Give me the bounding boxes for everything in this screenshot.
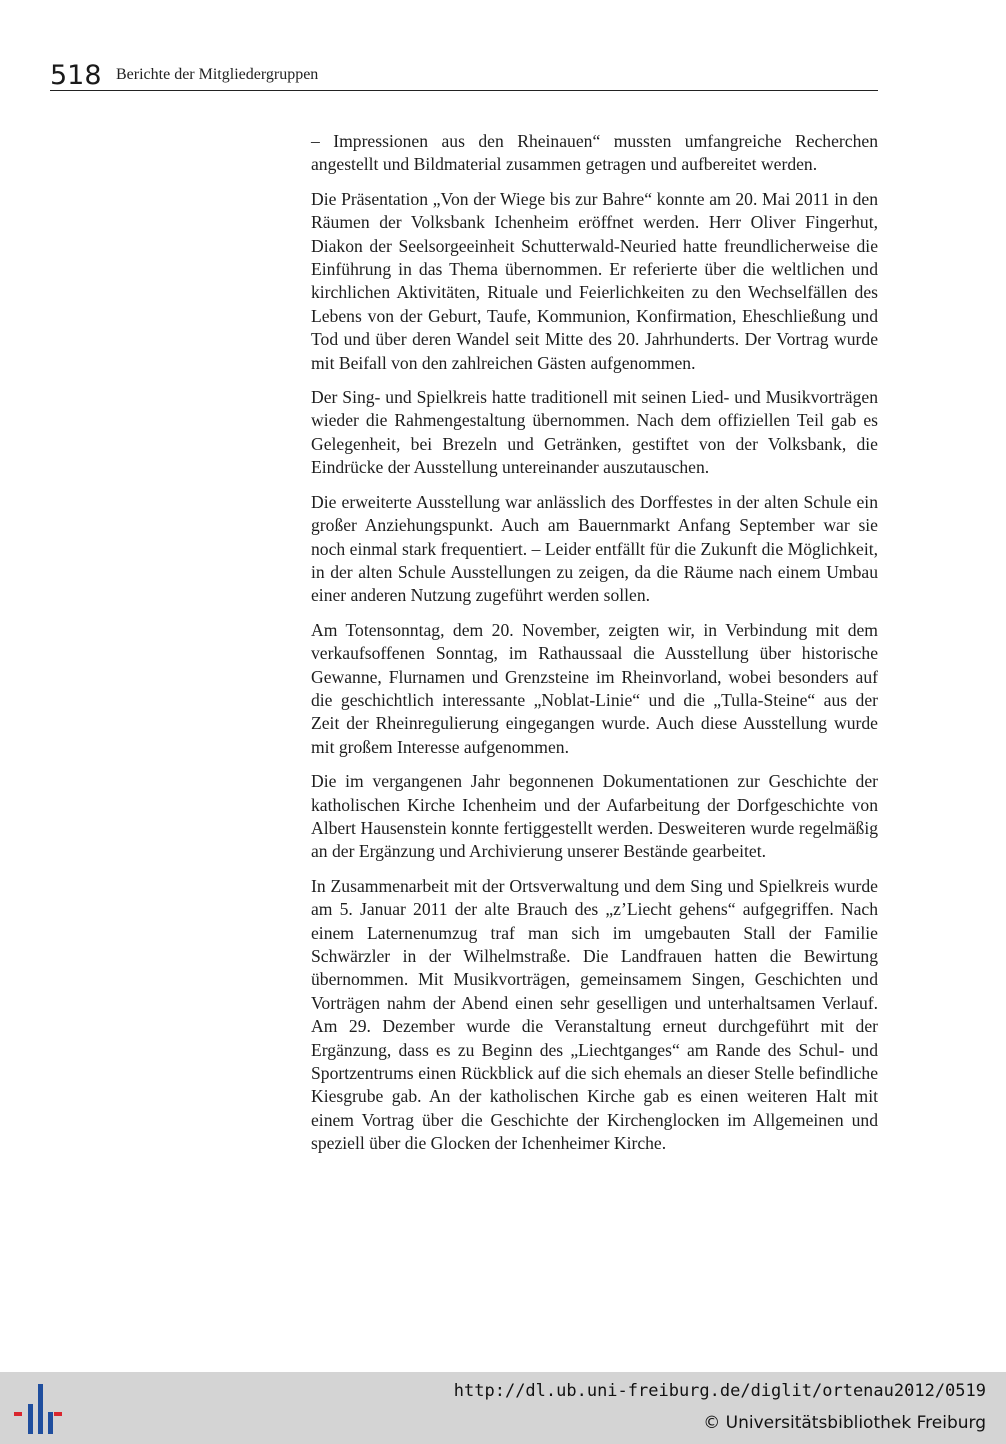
footer-copyright: © Universitätsbibliothek Freiburg [703,1413,986,1433]
paragraph: Die im vergangenen Jahr begonnenen Dokumentationen zur Geschichte der katholischen Kirche Ichenheim und der Aufarbeitung der Dorfgeschichte von Albert Hausenstein konnte fertiggestellt werden. Desweiteren wurde regelmäßig an der Ergänzung und Archivierung unserer Bestände gearbeitet. [311,771,878,862]
paragraph: Der Sing- und Spielkreis hatte traditionell mit seinen Lied- und Musikvorträgen wieder die Rahmengestaltung übernommen. Nach dem offiziellen Teil gab es Gelegenheit, bei Brezeln und Getränken, gestiftet von der Volksbank, die Eindrücke der Ausstellung untereinander auszutauschen. [311,387,878,478]
paragraph: Am Totensonntag, dem 20. November, zeigten wir, in Verbindung mit dem verkaufsoffenen Sonntag, im Rathaussaal die Ausstellung über historische Gewanne, Flurnamen und Grenzsteine im Rheinvorland, wobei besonders auf die geschichtlich interessante „Noblat-Linie“ und die „Tulla-Steine“ aus der Zeit der Rheinregulierung eingegangen wurde. Auch diese Ausstellung wurde mit großem Interesse aufgenommen. [311,619,878,757]
running-head: Berichte der Mitgliedergruppen [116,66,319,83]
paragraph: Die Präsentation „Von der Wiege bis zur Bahre“ konnte am 20. Mai 2011 in den Räumen der Volksbank Ichenheim eröffnet werden. Herr Oliver Fingerhut, Diakon der Seelsorgeeinheit Schutterwald-Neuried hatte freundlicherweise die Einführung in das Thema übernommen. Er referierte über die weltlichen und kirchlichen Aktivitäten, Rituale und Feierlichkeiten zu den Wechselfällen des Lebens von der Geburt, Taufe, Kommunion, Konfirmation, Eheschließung und Tod und über deren Wandel seit Mitte des 20. Jahrhunderts. Der Vortrag wurde mit Beifall von den zahlreichen Gästen aufgenommen. [311,188,878,373]
page-number: 518 [50,60,102,91]
paragraph: – Impressionen aus den Rheinauen“ mussten umfangreiche Recherchen angestellt und Bildmaterial zusammen getragen und aufbereitet werden. [311,131,878,175]
body-text [311,130,878,1167]
paragraph: Die erweiterte Ausstellung war anlässlich des Dorffestes in der alten Schule ein großer Anziehungspunkt. Auch am Bauernmarkt Anfang September war sie noch einmal stark frequentiert. – Leider entfällt für die Zukunft die Möglichkeit, in der alten Schule Ausstellungen zu zeigen, da die Räume nach einem Umbau einer anderen Nutzung zugeführt werden sollen. [311,491,878,606]
page-header [50,56,878,91]
paragraph: In Zusammenarbeit mit der Ortsverwaltung und dem Sing und Spielkreis wurde am 5. Januar 2011 der alte Brauch des „z’Liecht gehens“ aufgegriffen. Nach einem Laternenumzug traf man sich im umgebauten Stall der Familie Schwärzler in der Wilhelmstraße. Die Landfrauen hatten die Bewirtung übernommen. Mit Musikvorträgen, gemeinsamem Singen, Geschichten und Vorträgen nahm der Abend einen sehr geselligen und unterhaltsamen Verlauf. Am 29. Dezember wurde die Veranstaltung erneut durchgeführt mit der Ergänzung, dass es zu Beginn des „Liechtganges“ am Rande des Schul- und Sportzentrums einen Rückblick auf die sich ehemals an dieser Stelle befindliche Kiesgrube gab. An der katholischen Kirche gab es einen weiteren Halt mit einem Vortrag über die Geschichte der Kirchenglocken im Allgemeinen und speziell über die Glocken der Ichenheimer Kirche. [311,875,878,1154]
footer-url-link[interactable]: http://dl.ub.uni-freiburg.de/diglit/ortenau2012/0519 [453,1381,986,1401]
footer-bar [0,1372,1006,1444]
ub-freiburg-logo-icon [12,1382,64,1434]
